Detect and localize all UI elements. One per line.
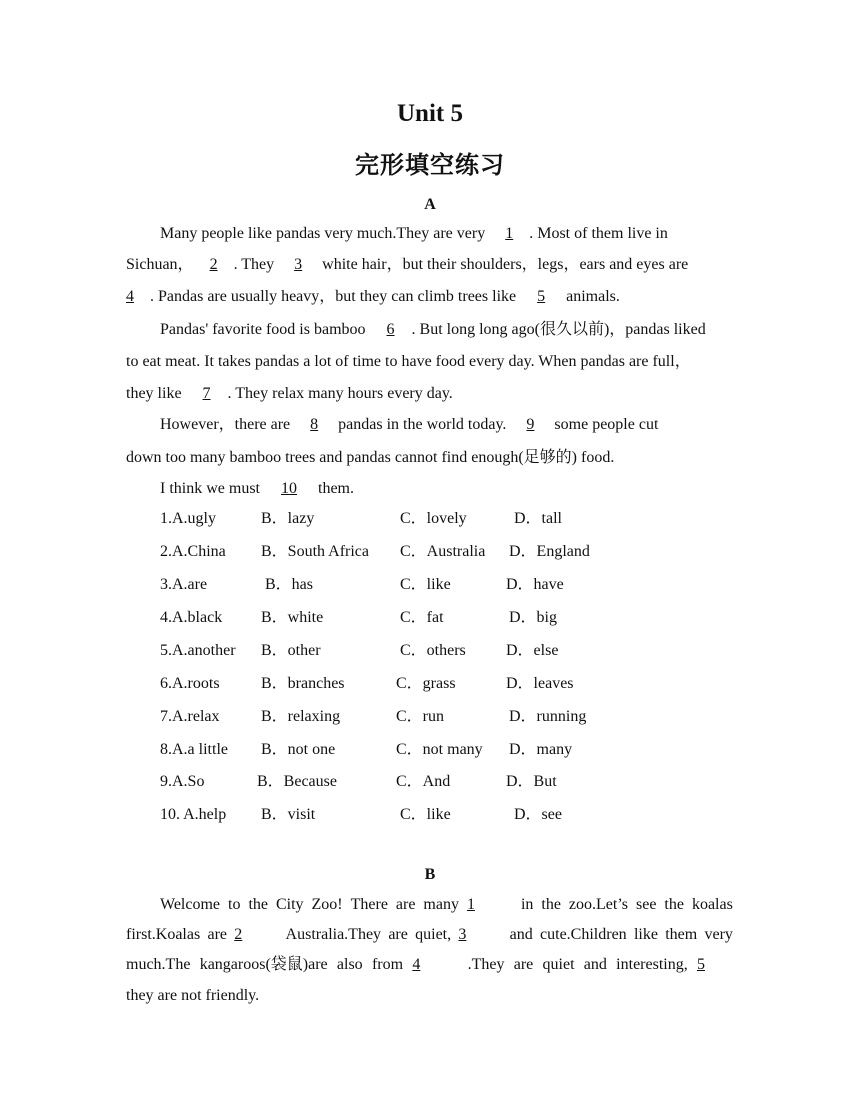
passage-a-line-2: Sichuan，2. They 3 white hair，but their shoulders，legs，ears and eyes are (126, 256, 689, 273)
option-b: B．branches (261, 675, 345, 692)
passage-a-line-9: I think we must 10 them. (160, 480, 354, 497)
page-title: Unit 5 (397, 100, 463, 127)
option-d: D．else (506, 642, 559, 659)
word: Welcome (160, 896, 221, 913)
option-d: D．running (509, 708, 587, 725)
blank-b-3: 3 (458, 926, 467, 943)
blank-b-2: 2 (234, 926, 243, 943)
word: are (388, 926, 408, 943)
option-b: B．white (261, 609, 324, 626)
option-c: C．Australia (400, 543, 486, 560)
blank-5: 5 (537, 288, 546, 305)
option-b: B．relaxing (261, 708, 341, 725)
word: kangaroos(袋鼠)are (199, 956, 328, 973)
blank-b-5: 5 (696, 956, 705, 973)
blank-9: 9 (526, 416, 535, 433)
option-a: 10. A.help (160, 806, 227, 823)
word: are (513, 956, 534, 973)
blank-8: 8 (310, 416, 319, 433)
word: in (520, 896, 534, 913)
word: very (704, 926, 733, 943)
passage-a-line-1: Many people like pandas very much.They are very 1. Most of them live in (160, 225, 668, 242)
word: zoo.Let’s (568, 896, 628, 913)
passage-a-line-7: However，there are 8 pandas in the world today. 9 some people cut (160, 416, 659, 433)
passage-a-line-4: Pandas' favorite food is bamboo 6. But long long ago(很久以前)，pandas liked (160, 321, 706, 338)
option-d: D．But (506, 773, 557, 790)
word: from (371, 956, 404, 973)
word: much.The (126, 956, 191, 973)
word: koalas (691, 896, 733, 913)
option-c: C．others (400, 642, 466, 659)
option-a: 5.A.another (160, 642, 236, 659)
section-b-label: B (424, 866, 436, 883)
word: are (207, 926, 227, 943)
option-b: B．visit (261, 806, 316, 823)
blank-b-4: 4 (412, 956, 421, 973)
option-d: D．see (514, 806, 562, 823)
option-a: 3.A.are (160, 576, 208, 593)
word: to (228, 896, 241, 913)
blank-b-1: 1 (466, 896, 475, 913)
word: first.Koalas (126, 926, 201, 943)
blank-2: 2 (209, 256, 218, 273)
passage-b-line-3 (126, 955, 733, 975)
option-a: 9.A.So (160, 773, 205, 790)
word: quiet (542, 956, 575, 973)
word: .They (467, 956, 505, 973)
word: like (633, 926, 658, 943)
word: and (583, 956, 607, 973)
option-a: 6.A.roots (160, 675, 220, 692)
word: the (248, 896, 268, 913)
word: There (350, 896, 388, 913)
word: them (665, 926, 698, 943)
passage-b-line-4: they are not friendly. (126, 987, 260, 1004)
option-c: C．run (396, 708, 445, 725)
option-b: B．South Africa (261, 543, 369, 560)
blank-10: 10 (281, 480, 297, 497)
word: and (509, 926, 533, 943)
option-b: B．not one (261, 741, 336, 758)
option-b: B．lazy (261, 510, 315, 527)
option-d: D．leaves (506, 675, 574, 692)
option-a: 7.A.relax (160, 708, 220, 725)
word: the (664, 896, 684, 913)
option-c: C．grass (396, 675, 456, 692)
word: City (275, 896, 304, 913)
blank-6: 6 (386, 321, 395, 338)
option-c: C．not many (396, 741, 483, 758)
word: interesting, (616, 956, 688, 973)
option-a: 1.A.ugly (160, 510, 216, 527)
option-a: 8.A.a little (160, 741, 228, 758)
word: Zoo! (311, 896, 343, 913)
option-c: C．like (400, 576, 451, 593)
word: the (541, 896, 561, 913)
option-c: C．And (396, 773, 451, 790)
blank-4: 4 (126, 288, 134, 305)
word: quiet, (415, 926, 452, 943)
page-subtitle: 完形填空练习 (355, 151, 505, 179)
blank-3: 3 (294, 256, 303, 273)
option-a: 4.A.black (160, 609, 223, 626)
option-d: D．big (509, 609, 558, 626)
section-a-label: A (424, 196, 436, 213)
blank-7: 7 (202, 385, 211, 402)
option-c: C．like (400, 806, 451, 823)
passage-a-line-8: down too many bamboo trees and pandas cannot find enough(足够的) food. (126, 449, 615, 466)
passage-b-line-1 (160, 895, 733, 915)
word: cute.Children (540, 926, 627, 943)
option-c: C．lovely (400, 510, 467, 527)
passage-a-line-5: to eat meat. It takes pandas a lot of time to have food every day. When pandas are full， (126, 353, 691, 370)
option-d: D．England (509, 543, 590, 560)
word: many (423, 896, 459, 913)
option-b: B．has (265, 576, 314, 593)
passage-a-line-6: they like 7. They relax many hours every day. (126, 385, 453, 402)
word: are (395, 896, 416, 913)
passage-a-line-3: 4 . Pandas are usually heavy，but they can climb trees like 5 animals. (126, 288, 620, 305)
option-d: D．have (506, 576, 564, 593)
word: Australia.They (285, 926, 382, 943)
word: see (635, 896, 657, 913)
option-b: B．Because (257, 773, 337, 790)
option-d: D．tall (514, 510, 562, 527)
option-d: D．many (509, 741, 573, 758)
blank-1: 1 (505, 225, 514, 242)
option-a: 2.A.China (160, 543, 226, 560)
passage-b-line-2 (126, 925, 733, 945)
option-b: B．other (261, 642, 321, 659)
word: also (336, 956, 363, 973)
option-c: C．fat (400, 609, 444, 626)
